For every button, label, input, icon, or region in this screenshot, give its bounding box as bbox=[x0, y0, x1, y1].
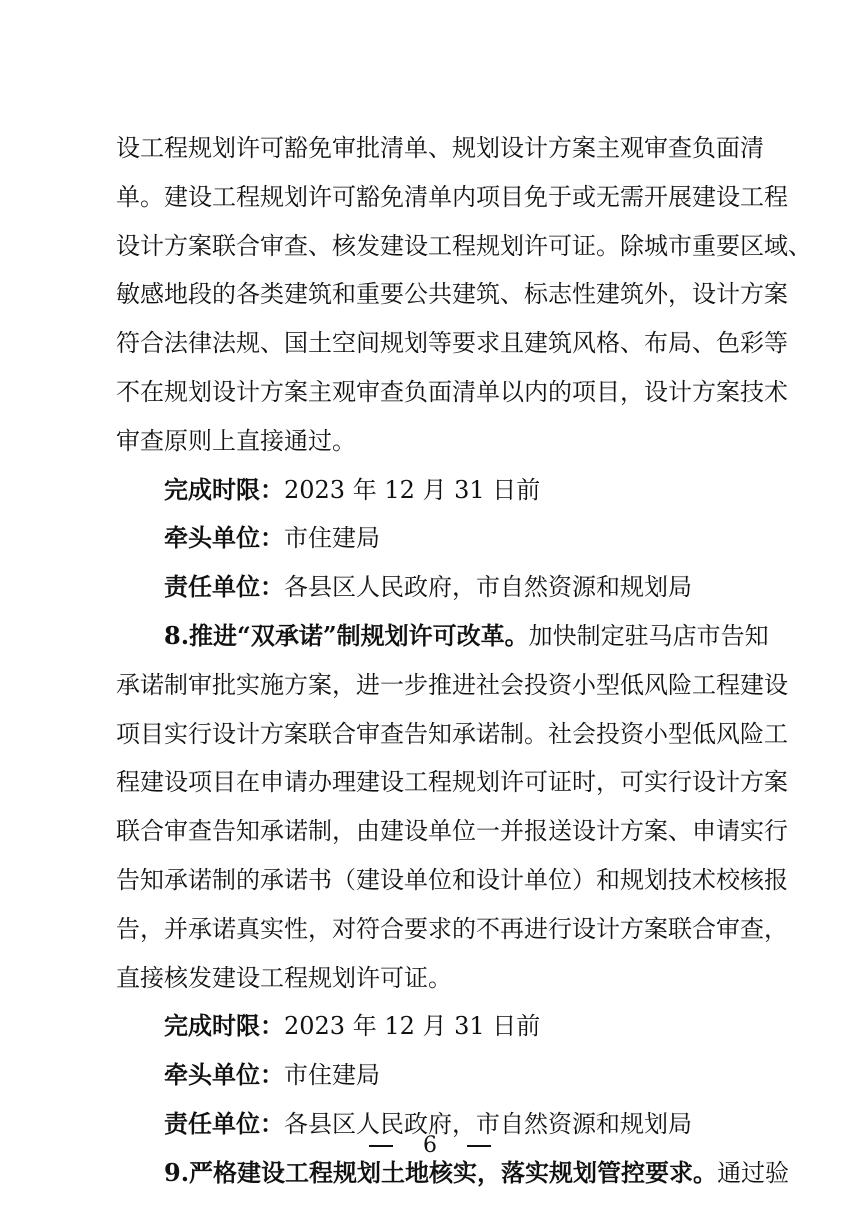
paragraph-line: 联合审查告知承诺制，由建设单位一并报送设计方案、申请实行 bbox=[116, 817, 788, 845]
item-9-text-start: 通过验 bbox=[717, 1159, 790, 1187]
lead-unit-row bbox=[164, 1055, 758, 1095]
responsible-unit-value: 各县区人民政府，市自然资源和规划局 bbox=[284, 1110, 692, 1138]
paragraph-line: 设计方案联合审查、核发建设工程规划许可证。除城市重要区域、 bbox=[116, 232, 812, 260]
paragraph-line: 敏感地段的各类建筑和重要公共建筑、标志性建筑外，设计方案 bbox=[116, 280, 788, 308]
deadline-label: 完成时限： bbox=[164, 475, 284, 504]
responsible-unit-value: 各县区人民政府，市自然资源和规划局 bbox=[284, 573, 692, 601]
paragraph-line: 不在规划设计方案主观审查负面清单以内的项目，设计方案技术 bbox=[116, 378, 788, 406]
paragraph-line: 告，并承诺真实性，对符合要求的不再进行设计方案联合审查， bbox=[116, 915, 788, 943]
footer-dash-left bbox=[369, 1145, 393, 1147]
item-8-text-start: 加快制定驻马店市告知 bbox=[528, 622, 769, 650]
page-footer bbox=[0, 1126, 860, 1166]
paragraph-line: 符合法律法规、国土空间规划等要求且建筑风格、布局、色彩等 bbox=[116, 329, 788, 357]
deadline-value: 2023 年 12 月 31 日前 bbox=[284, 1012, 541, 1040]
page-number: 6 bbox=[423, 1133, 437, 1158]
paragraph-line: 项目实行设计方案联合审查告知承诺制。社会投资小型低风险工 bbox=[116, 720, 788, 748]
item-heading-line bbox=[164, 616, 769, 656]
lead-unit-label: 牵头单位： bbox=[164, 523, 284, 552]
deadline-label: 完成时限： bbox=[164, 1011, 284, 1040]
item-9-heading: 9.严格建设工程规划土地核实，落实规划管控要求。 bbox=[164, 1158, 718, 1187]
paragraph-line: 直接核发建设工程规划许可证。 bbox=[116, 964, 452, 992]
paragraph-line: 告知承诺制的承诺书（建设单位和设计单位）和规划技术校核报 bbox=[116, 866, 788, 894]
paragraph-line: 程建设项目在申请办理建设工程规划许可证时，可实行设计方案 bbox=[116, 768, 788, 796]
deadline-row bbox=[164, 470, 758, 510]
paragraph-line: 单。建设工程规划许可豁免清单内项目免于或无需开展建设工程 bbox=[116, 183, 788, 211]
responsible-unit-label: 责任单位： bbox=[164, 572, 284, 601]
lead-unit-label: 牵头单位： bbox=[164, 1060, 284, 1089]
paragraph-line: 设工程规划许可豁免审批清单、规划设计方案主观审查负面清 bbox=[116, 134, 764, 162]
item-8-heading: 8.推进“双承诺”制规划许可改革。 bbox=[164, 621, 529, 650]
deadline-row bbox=[164, 1006, 758, 1046]
paragraph-line: 审查原则上直接通过。 bbox=[116, 427, 356, 455]
lead-unit-row bbox=[164, 518, 758, 558]
lead-unit-value: 市住建局 bbox=[284, 1061, 380, 1089]
deadline-value: 2023 年 12 月 31 日前 bbox=[284, 476, 541, 504]
footer-dash-right bbox=[467, 1145, 491, 1147]
responsible-unit-row bbox=[164, 567, 758, 607]
lead-unit-value: 市住建局 bbox=[284, 524, 380, 552]
paragraph-line: 承诺制审批实施方案，进一步推进社会投资小型低风险工程建设 bbox=[116, 671, 788, 699]
responsible-unit-label: 责任单位： bbox=[164, 1109, 284, 1138]
